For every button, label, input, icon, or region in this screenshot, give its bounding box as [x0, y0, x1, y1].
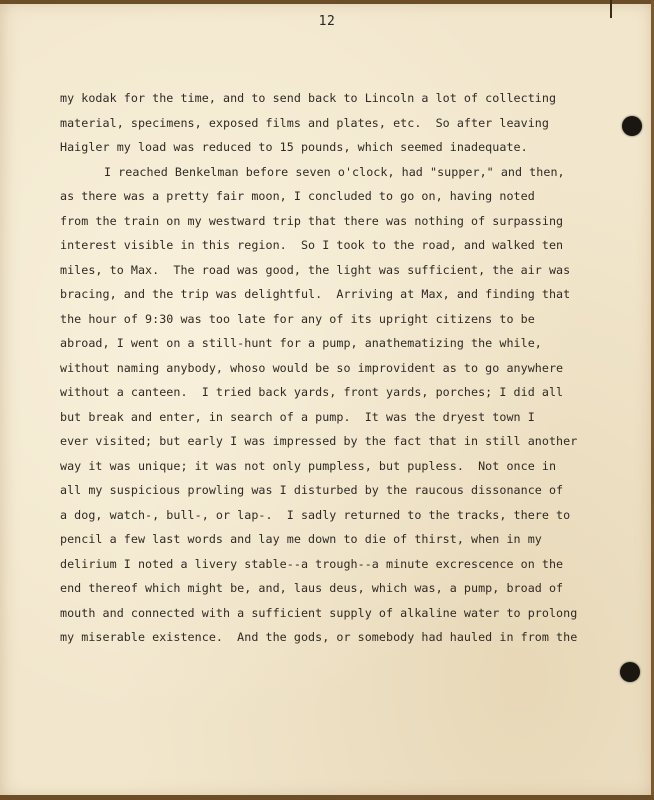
text-line: without a canteen. I tried back yards, front yards, porches; I did all	[60, 385, 564, 399]
text-line: the hour of 9:30 was too late for any of its upright citizens to be	[60, 311, 535, 326]
body-text	[60, 86, 620, 650]
text-line: without naming anybody, whoso would be so improvident as to go anywhere	[60, 360, 564, 375]
text-line: Haigler my load was reduced to 15 pounds, which seemed inadequate.	[60, 140, 528, 154]
text-line: end thereof which might be, and, laus deus, which was, a pump, broad of	[60, 581, 564, 595]
text-line: way it was unique; it was not only pumpless, but pupless. Not once in	[60, 458, 557, 473]
text-line: from the train on my westward trip that there was nothing of surpassing	[60, 213, 564, 228]
text-line: as there was a pretty fair moon, I concluded to go on, having noted	[60, 189, 535, 203]
text-line: pencil a few last words and lay me down to die of thirst, when in my	[60, 532, 542, 546]
page-number: 12	[318, 14, 336, 29]
text-line: but break and enter, in search of a pump. It was the dryest town I	[60, 409, 535, 424]
text-line: miles, to Max. The road was good, the light was sufficient, the air was	[60, 262, 571, 277]
text-line: I reached Benkelman before seven o'clock, had "supper," and then,	[104, 164, 565, 179]
text-line: delirium I noted a livery stable--a trough--a minute excrescence on the	[60, 556, 564, 571]
text-line: a dog, watch-, bull-, or lap-. I sadly returned to the tracks, there to	[60, 507, 571, 522]
text-line: abroad, I went on a still-hunt for a pump, anathematizing the while,	[60, 336, 542, 350]
text-line: my miserable existence. And the gods, or somebody had hauled in from the	[60, 630, 578, 644]
text-line: mouth and connected with a sufficient supply of alkaline water to prolong	[60, 605, 578, 620]
page-top-edge	[0, 0, 654, 4]
punch-hole-bottom	[620, 662, 640, 682]
text-line: material, specimens, exposed films and plates, etc. So after leaving	[60, 115, 549, 130]
text-line: ever visited; but early I was impressed by the fact that in still another	[60, 434, 578, 448]
text-line: my kodak for the time, and to send back to Lincoln a lot of collecting	[60, 91, 557, 105]
text-line: all my suspicious prowling was I disturbed by the raucous dissonance of	[60, 483, 564, 497]
text-line: interest visible in this region. So I took to the road, and walked ten	[60, 238, 564, 252]
punch-hole-top	[622, 116, 642, 136]
page-bottom-edge	[0, 795, 654, 800]
text-line: bracing, and the trip was delightful. Arriving at Max, and finding that	[60, 287, 571, 301]
